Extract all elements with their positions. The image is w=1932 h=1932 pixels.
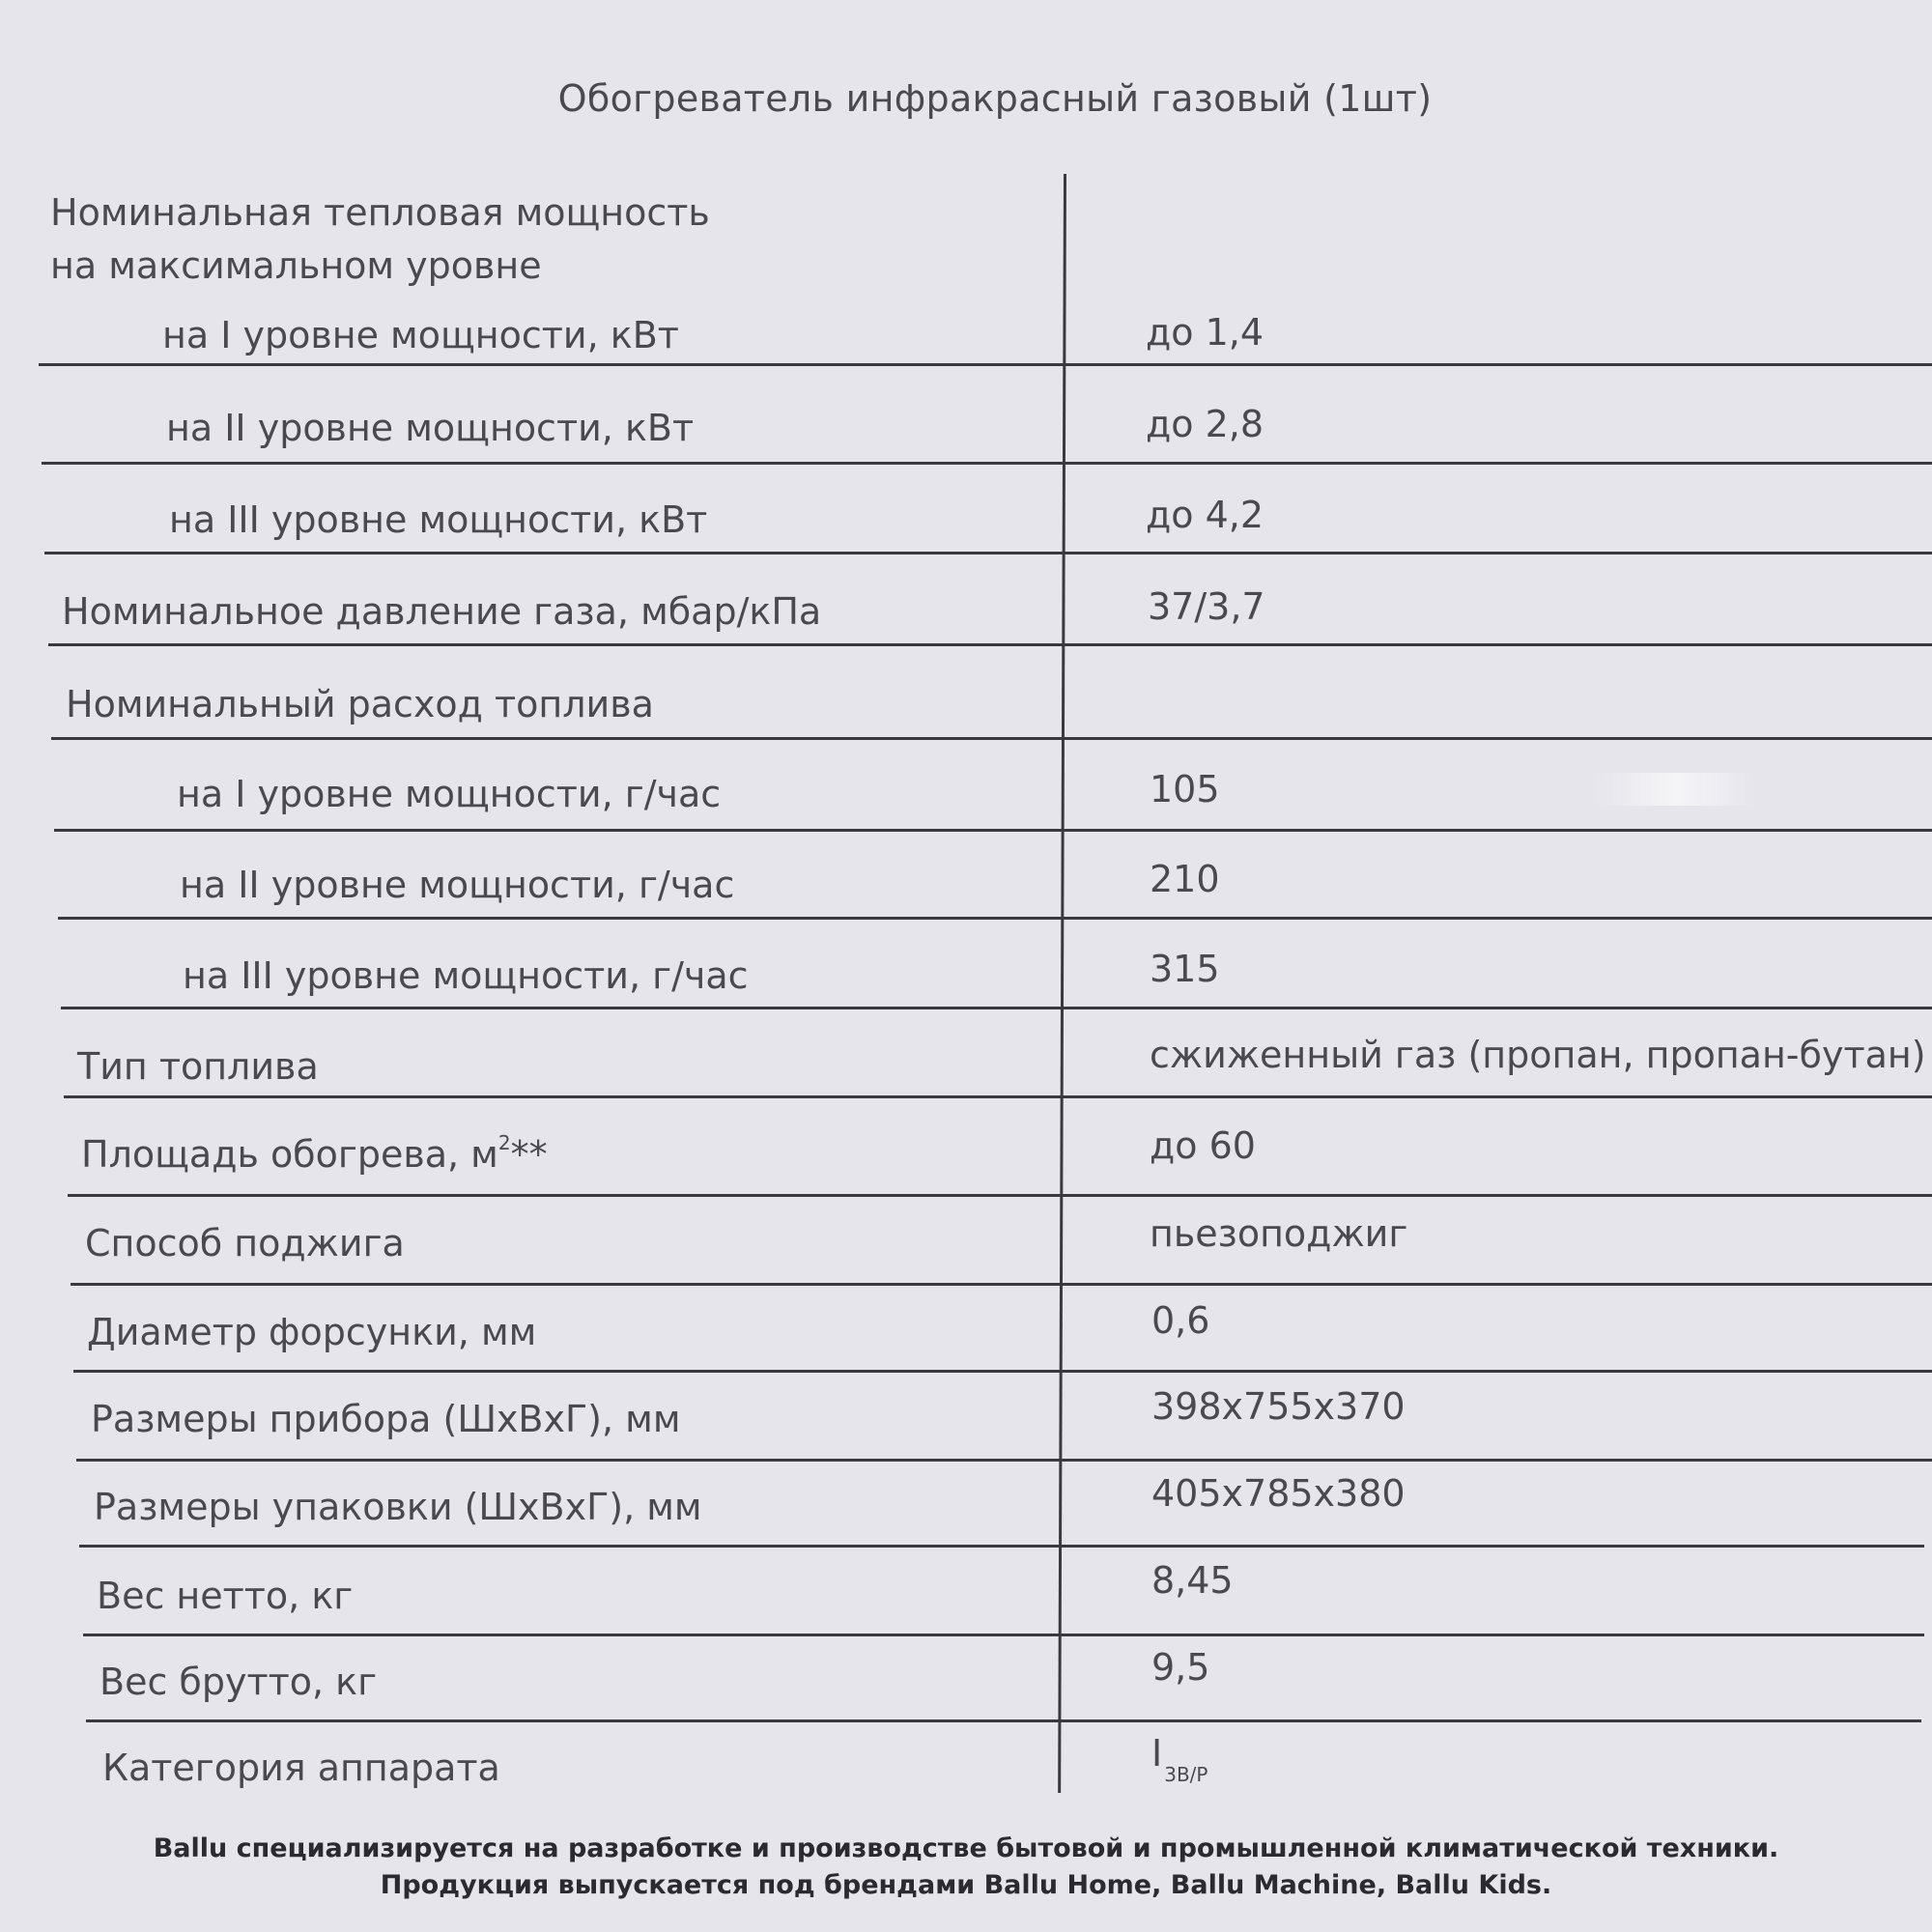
row-divider	[76, 1459, 1932, 1462]
row-label: Вес брутто, кг	[99, 1661, 378, 1703]
row-label: Способ поджига	[85, 1222, 405, 1264]
row-label: на I уровне мощности, кВт	[162, 314, 679, 356]
row-value: 37/3,7	[1148, 585, 1265, 628]
row-divider	[42, 462, 1932, 465]
row-label: Номинальный расход топлива	[66, 683, 654, 725]
row-label: Номинальное давление газа, мбар/кПа	[62, 590, 822, 633]
row-value: 405x785x380	[1151, 1472, 1406, 1515]
row-label: Тип топлива	[77, 1045, 319, 1088]
row-value: 315	[1150, 948, 1220, 990]
row-value: 105	[1150, 768, 1220, 810]
row-divider	[61, 1007, 1932, 1009]
row-divider	[48, 643, 1932, 646]
glare-mark	[1594, 773, 1758, 806]
row-value: до 2,8	[1146, 403, 1264, 445]
row-label: на II уровне мощности, кВт	[166, 407, 695, 449]
footer-line-2: Продукция выпускается под брендами Ballu Home, Ballu Machine, Ballu Kids.	[380, 1870, 1552, 1900]
row-value: 9,5	[1151, 1646, 1210, 1689]
row-label: Размеры прибора (ШхВхГ), мм	[91, 1398, 681, 1440]
row-value: 398x755x370	[1151, 1385, 1406, 1428]
row-divider	[79, 1545, 1924, 1548]
row-value: сжиженный газ (пропан, пропан-бутан)	[1150, 1034, 1926, 1076]
footer-line-1: Ballu специализируется на разработке и производстве бытовой и промышленной климатической техники.	[153, 1833, 1779, 1863]
row-divider	[64, 1095, 1932, 1098]
row-label: на III уровне мощности, кВт	[169, 498, 708, 541]
row-label: Вес нетто, кг	[97, 1575, 354, 1617]
row-label: Площадь обогрева, $м^2**$	[81, 1131, 548, 1176]
row-divider	[39, 363, 1932, 366]
row-divider	[44, 552, 1932, 554]
row-value: 8,45	[1151, 1559, 1234, 1602]
row-divider	[51, 737, 1932, 740]
row-divider	[68, 1194, 1932, 1197]
row-divider	[54, 829, 1932, 832]
row-value: 0,6	[1151, 1299, 1210, 1342]
row-divider	[71, 1283, 1932, 1286]
row-label: на I уровне мощности, г/час	[177, 773, 722, 815]
row-divider	[83, 1634, 1924, 1636]
row-label: Категория аппарата	[102, 1747, 500, 1789]
row-label: Диаметр форсунки, мм	[87, 1311, 537, 1353]
row-label: на III уровне мощности, г/час	[183, 954, 749, 997]
row-divider	[73, 1370, 1932, 1373]
group-header-line-1: Номинальная тепловая мощность	[50, 191, 710, 234]
row-divider	[58, 917, 1932, 920]
column-divider	[1058, 174, 1066, 1793]
row-value: до 60	[1150, 1124, 1256, 1167]
row-divider	[86, 1719, 1921, 1722]
row-label: на II уровне мощности, г/час	[180, 864, 735, 906]
row-label: Размеры упаковки (ШхВхГ), мм	[94, 1486, 702, 1528]
row-value: до 4,2	[1146, 494, 1264, 536]
row-value: I $_{3B/P}$	[1151, 1732, 1208, 1786]
row-value: 210	[1150, 858, 1220, 900]
page-title: Обогреватель инфракрасный газовый (1шт)	[557, 77, 1433, 120]
group-header-line-2: на максимальном уровне	[50, 244, 542, 287]
row-value: пьезоподжиг	[1150, 1212, 1408, 1255]
row-value: до 1,4	[1146, 311, 1264, 354]
